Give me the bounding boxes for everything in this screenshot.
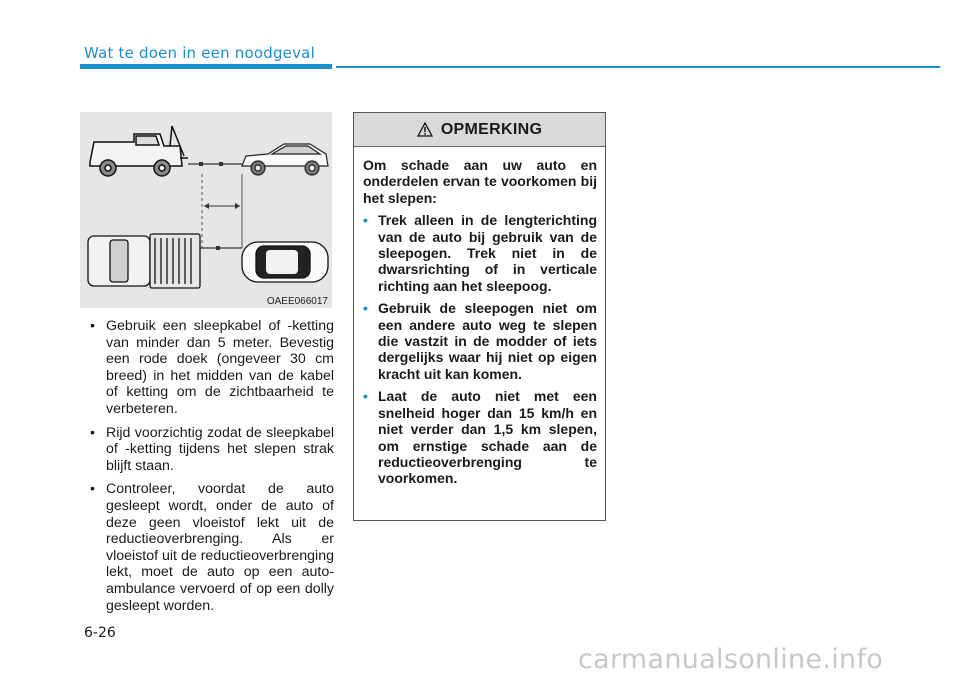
towed-car-side (242, 144, 328, 175)
note-list (363, 212, 597, 487)
list-item: • Rijd voorzichtig zodat de sleepkabel of -ketting tijdens het slepen strak blijft staan. (88, 425, 334, 475)
page-number: 6-26 (84, 625, 116, 641)
figure-code: OAEE066017 (266, 296, 328, 307)
section-title: Wat te doen in een noodgeval (84, 44, 315, 62)
towing-diagram-svg (80, 112, 332, 308)
list-item: • Gebruik een sleepkabel of -ketting van minder dan 5 meter. Bevestig een rode doek (ongeveer 30 cm breed) in het midden van de kabel of ketting om de zichtbaarheid te verbeteren. (88, 318, 334, 418)
watermark: carmanualsonline.info (578, 644, 884, 675)
warning-triangle-icon (417, 122, 433, 137)
note-body (354, 147, 605, 487)
towing-illustration (80, 112, 332, 308)
note-item: • Gebruik de sleepogen niet om een andere auto weg te slepen die vastzit in de modder of iets dergelijks waar hij niet op eigen kracht uit kan komen. (363, 300, 597, 382)
note-header (354, 113, 605, 147)
header-rule-thin (336, 66, 940, 68)
note-item: • Laat de auto niet met een snelheid hoger dan 15 km/h en niet verder dan 1,5 km slepen, om ernstige schade aan de reductieoverbrenging te voorkomen. (363, 388, 597, 486)
towed-car-top (242, 242, 328, 282)
note-item: • Trek alleen in de lengterichting van de auto bij gebruik van de sleepogen. Trek niet in de dwarsrichting of in verticale richting aan het sleepoog. (363, 212, 597, 294)
tow-truck-top (88, 234, 200, 288)
list-item: • Controleer, voordat de auto gesleept wordt, onder de auto of deze geen vloeistof lekt uit de reductieoverbrenging. Als er vloeistof uit de reductieoverbrenging lekt, moet de auto op een auto-ambulance vervoerd of op een dolly gesleept worden. (88, 481, 334, 614)
towing-instructions-list (88, 318, 334, 621)
note-box (353, 112, 606, 521)
header-rule-thick (80, 64, 332, 69)
note-intro: Om schade aan uw auto en onderdelen ervan te voorkomen bij het slepen: (363, 157, 597, 206)
note-title: OPMERKING (440, 120, 543, 138)
tow-truck-side (90, 126, 188, 176)
